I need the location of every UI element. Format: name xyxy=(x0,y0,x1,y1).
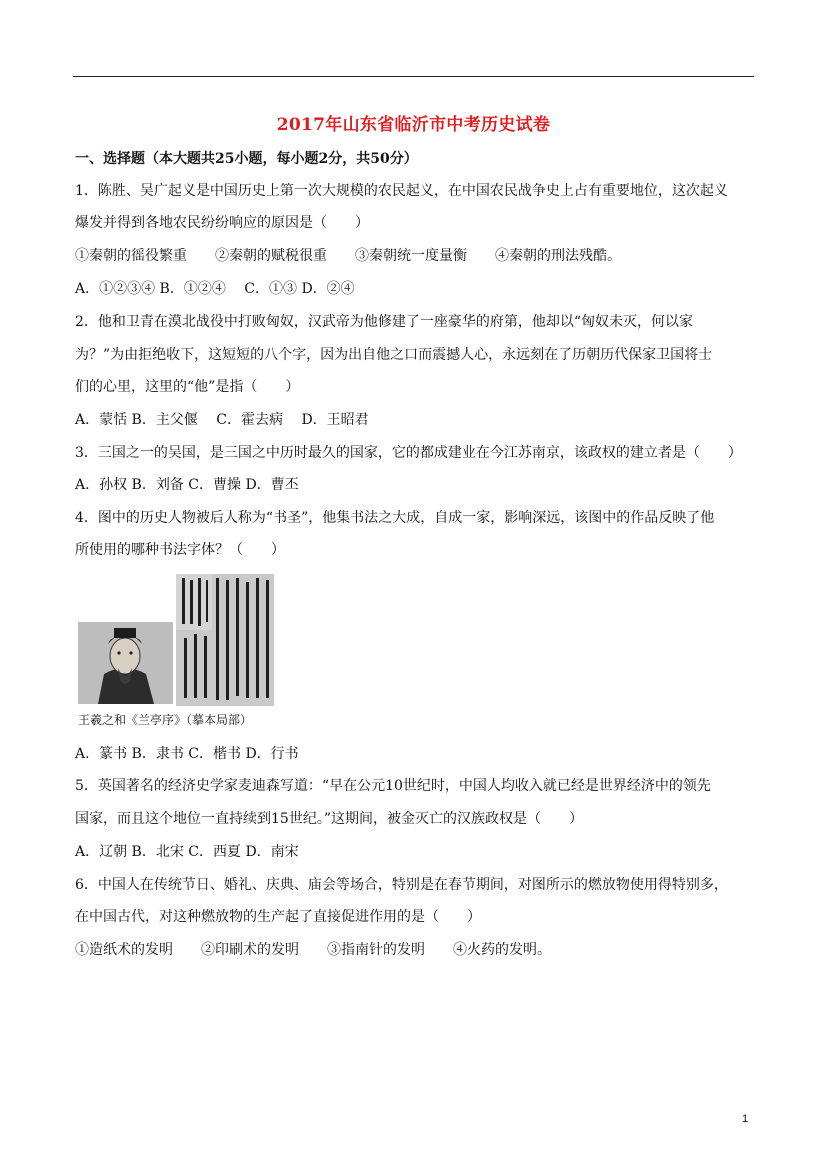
page-title: 2017年山东省临沂市中考历史试卷 xyxy=(276,115,551,135)
question-1-options-statements: ①秦朝的徭役繁重 ②秦朝的赋税很重 ③秦朝统一度量衡 ④秦朝的刑法残酷。 xyxy=(75,248,621,264)
question-5-line-2: 国家，而且这个地位一直持续到15世纪。”这期间，被金灭亡的汉族政权是（ ） xyxy=(75,811,583,827)
question-2-line-2: 为？”为由拒绝收下，这短短的八个字，因为出自他之口而震撼人心，永远刻在了历朝历代保家卫国将士 xyxy=(75,347,713,363)
question-2-choices: A．蒙恬 B．主父偃 C．霍去病 D．王昭君 xyxy=(75,412,369,428)
question-2-line-1: 2．他和卫青在漠北战役中打败匈奴，汉武帝为他修建了一座豪华的府第，他却以“匈奴未灭，何以家 xyxy=(75,314,694,330)
question-4-line-1: 4．图中的历史人物被后人称为“书圣”，他集书法之大成，自成一家，影响深远，该图中的作品反映了他 xyxy=(75,510,715,526)
question-1-line-1: 1．陈胜、吴广起义是中国历史上第一次大规模的农民起义，在中国农民战争史上占有重要地位，这次起义 xyxy=(75,183,728,199)
question-6-line-2: 在中国古代，对这种燃放物的生产起了直接促进作用的是（ ） xyxy=(75,909,481,925)
question-6-options-statements: ①造纸术的发明 ②印刷术的发明 ③指南针的发明 ④火药的发明。 xyxy=(75,942,551,958)
section-heading: 一、选择题（本大题共25小题，每小题2分，共50分） xyxy=(75,151,418,167)
question-4-choices: A．篆书 B．隶书 C．楷书 D．行书 xyxy=(75,746,299,762)
question-1-line-2: 爆发并得到各地农民纷纷响应的原因是（ ） xyxy=(75,215,369,231)
header-rule xyxy=(73,76,754,77)
question-5-line-1: 5．英国著名的经济史学家麦迪森写道：“早在公元10世纪时，中国人均收入就已经是世界经济中的领先 xyxy=(75,778,711,794)
question-2-line-3: 们的心里，这里的“他”是指（ ） xyxy=(75,379,300,395)
figure-caption: 王羲之和《兰亭序》（摹本局部） xyxy=(78,713,253,727)
question-6-line-1: 6．中国人在传统节日、婚礼、庆典、庙会等场合，特别是在春节期间，对图所示的燃放物使用得特别多， xyxy=(75,877,728,893)
question-5-choices: A．辽朝 B．北宋 C．西夏 D．南宋 xyxy=(75,844,299,860)
question-3-choices: A．孙权 B．刘备 C．曹操 D．曹丕 xyxy=(75,477,299,493)
question-1-choices: A．①②③④ B．①②④ C．①③ D．②④ xyxy=(75,281,355,297)
page-number: 1 xyxy=(742,1113,749,1125)
wang-xizhi-portrait xyxy=(78,622,173,704)
question-4-line-2: 所使用的哪种书法字体？（ ） xyxy=(75,542,285,558)
lantingxu-calligraphy xyxy=(176,574,274,706)
question-3-line-1: 3．三国之一的吴国，是三国之中历时最久的国家，它的都成建业在今江苏南京，该政权的建立者是（ ） xyxy=(75,445,742,461)
wang-xizhi-figure xyxy=(78,574,274,734)
